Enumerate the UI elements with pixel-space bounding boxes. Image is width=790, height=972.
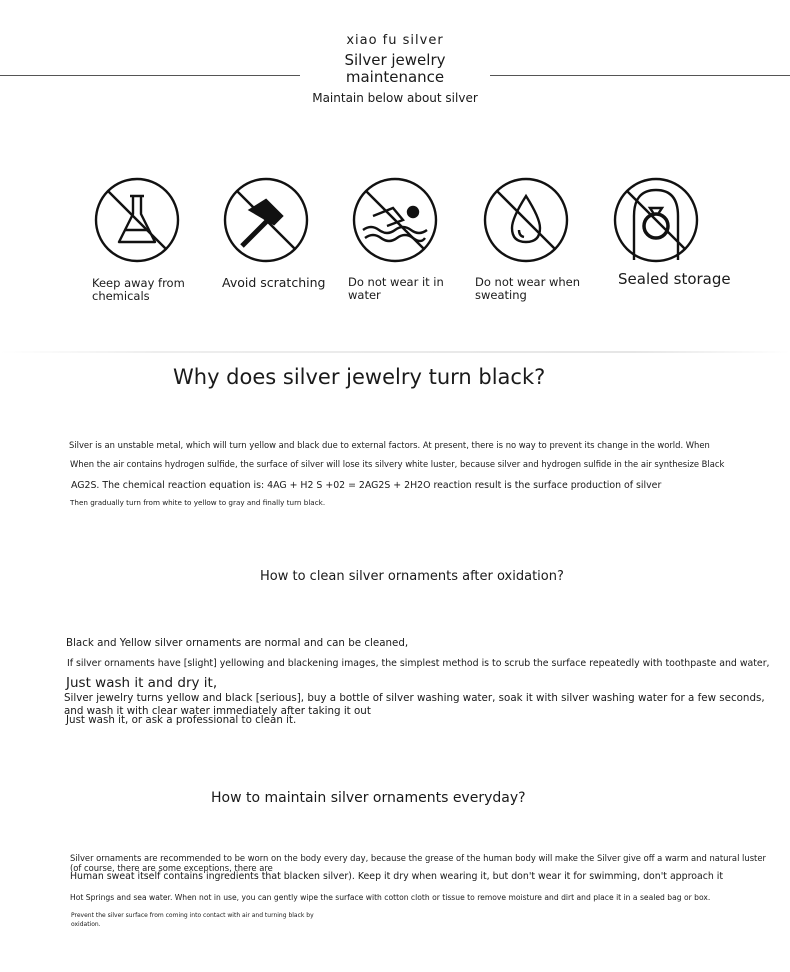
why-black-line-1: Silver is an unstable metal, which will turn yellow and black due to external factors. At present, there is no way to prevent its change in the world. When xyxy=(69,440,710,450)
no-scratch-icon xyxy=(222,176,310,264)
care-label-sweating: Do not wear when sweating xyxy=(475,275,581,302)
care-label-chemicals: Keep away from chemicals xyxy=(92,276,185,303)
clean-line-2: If silver ornaments have [slight] yellowing and blackening images, the simplest method is to scrub the surface repeatedly with toothpaste and water, xyxy=(67,658,770,669)
daily-line-4: Hot Springs and sea water. When not in use, you can gently wipe the surface with cotton cloth or tissue to remove moisture and dirt and place it in a sealed bag or box. xyxy=(70,893,711,902)
clean-line-4: Silver jewelry turns yellow and black [serious], buy a bottle of silver washing water, soak it with silver washing water for a few seconds, xyxy=(64,692,765,704)
daily-line-3: Human sweat itself contains ingredients that blacken silver). Keep it dry when wearing it, but don't wear it for swimming, don't approach it xyxy=(70,871,724,882)
clean-line-6: Just wash it, or ask a professional to clean it. xyxy=(66,714,297,726)
page-title-line1: Silver jewelry xyxy=(344,51,446,69)
section-divider xyxy=(0,351,790,353)
daily-line-1: Silver ornaments are recommended to be worn on the body every day, because the grease of the human body will make the Silver give off a warm and natural luster xyxy=(70,853,766,863)
page-title xyxy=(0,52,790,86)
brand-name: xiao fu silver xyxy=(346,33,444,48)
care-label-scratching: Avoid scratching xyxy=(222,275,326,290)
sealed-bag-icon xyxy=(612,176,700,264)
daily-line-5: Prevent the silver surface from coming into contact with air and turning black by oxidation. xyxy=(71,912,314,928)
why-black-line-4: Then gradually turn from white to yellow to gray and finally turn black. xyxy=(70,498,326,507)
section-heading-daily: How to maintain silver ornaments everyday? xyxy=(211,790,526,806)
care-label-water: Do not wear it in water xyxy=(348,275,444,302)
clean-line-3: Just wash it and dry it, xyxy=(66,675,218,691)
daily-line-2: (of course, there are some exceptions, there are xyxy=(70,863,273,873)
care-label-sealed: Sealed storage xyxy=(618,270,731,288)
clean-line-5: and wash it with clear water immediately after taking it out xyxy=(64,705,371,717)
page-subtitle: Maintain below about silver xyxy=(312,91,478,105)
page-title-line2: maintenance xyxy=(345,68,445,86)
no-sweat-icon xyxy=(482,176,570,264)
section-heading-clean: How to clean silver ornaments after oxidation? xyxy=(260,569,564,584)
section-heading-why-black: Why does silver jewelry turn black? xyxy=(173,365,546,389)
no-chemicals-icon xyxy=(93,176,181,264)
why-black-line-2: When the air contains hydrogen sulfide, the surface of silver will lose its silvery white luster, because silver and hydrogen sulfide in the air synthesize Black xyxy=(70,459,725,469)
no-swimming-icon xyxy=(351,176,439,264)
why-black-line-3: AG2S. The chemical reaction equation is: 4AG + H2 S +02 = 2AG2S + 2H2O reaction result is the surface production of silver xyxy=(71,480,662,491)
clean-line-1: Black and Yellow silver ornaments are normal and can be cleaned, xyxy=(66,637,409,649)
